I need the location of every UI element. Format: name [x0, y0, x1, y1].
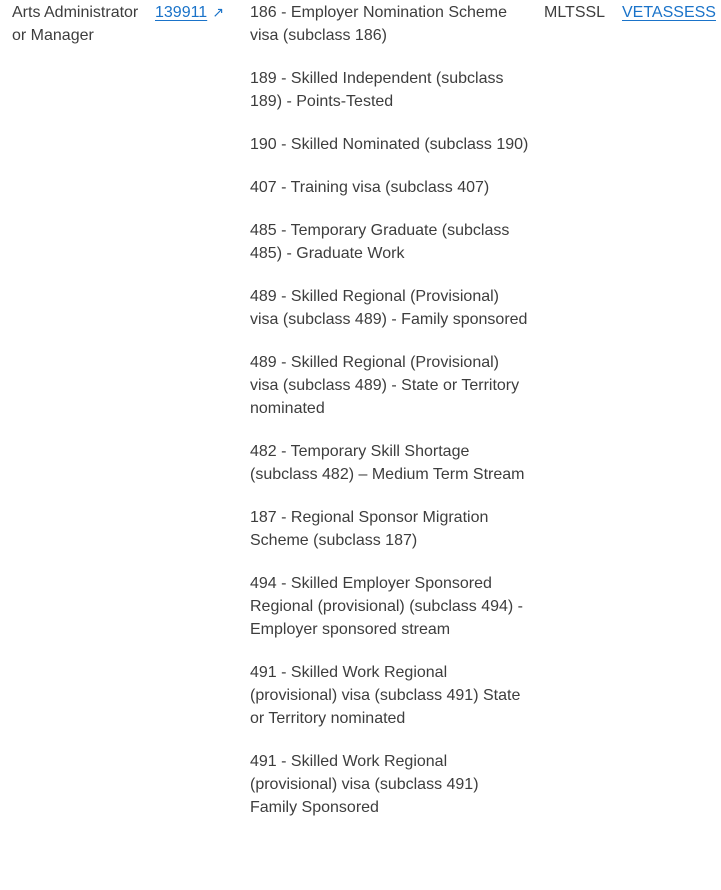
occupation-cell [12, 1, 140, 47]
visa-item: 187 - Regional Sponsor Migration Scheme (subclass 187) [250, 509, 489, 549]
visa-item: 494 - Skilled Employer Sponsored Regional (provisional) (subclass 494) - Employer sponsored stream [250, 575, 524, 638]
visa-item: 190 - Skilled Nominated (subclass 190) [250, 136, 529, 153]
visa-item: 491 - Skilled Work Regional (provisional) visa (subclass 491) Family Sponsored [250, 753, 479, 816]
visa-item: 407 - Training visa (subclass 407) [250, 179, 490, 196]
visa-item: 489 - Skilled Regional (Provisional) visa (subclass 489) - Family sponsored [250, 288, 528, 328]
anzsco-code-cell [155, 1, 240, 24]
visa-item: 491 - Skilled Work Regional (provisional) visa (subclass 491) State or Territory nominated [250, 664, 521, 727]
visa-item: 485 - Temporary Graduate (subclass 485) - Graduate Work [250, 222, 510, 262]
external-link-icon: ↗ [212, 4, 224, 20]
assessing-authority-link[interactable]: VETASSESS [622, 4, 716, 21]
anzsco-code-link[interactable] [155, 4, 224, 21]
visa-subclasses-cell [250, 1, 530, 839]
skills-list-name: MLTSSL [544, 4, 606, 21]
visa-list [250, 1, 530, 819]
anzsco-code-text: 139911 [155, 4, 208, 21]
occupation-name: Arts Administrator or Manager [12, 4, 139, 44]
visa-item: 489 - Skilled Regional (Provisional) visa (subclass 489) - State or Territory nominated [250, 354, 520, 417]
assessing-authority-cell [622, 1, 721, 24]
visa-item: 186 - Employer Nomination Scheme visa (subclass 186) [250, 4, 508, 44]
skills-list-cell [544, 1, 614, 24]
visa-item: 189 - Skilled Independent (subclass 189) - Points-Tested [250, 70, 504, 110]
visa-item: 482 - Temporary Skill Shortage (subclass 482) – Medium Term Stream [250, 443, 525, 483]
